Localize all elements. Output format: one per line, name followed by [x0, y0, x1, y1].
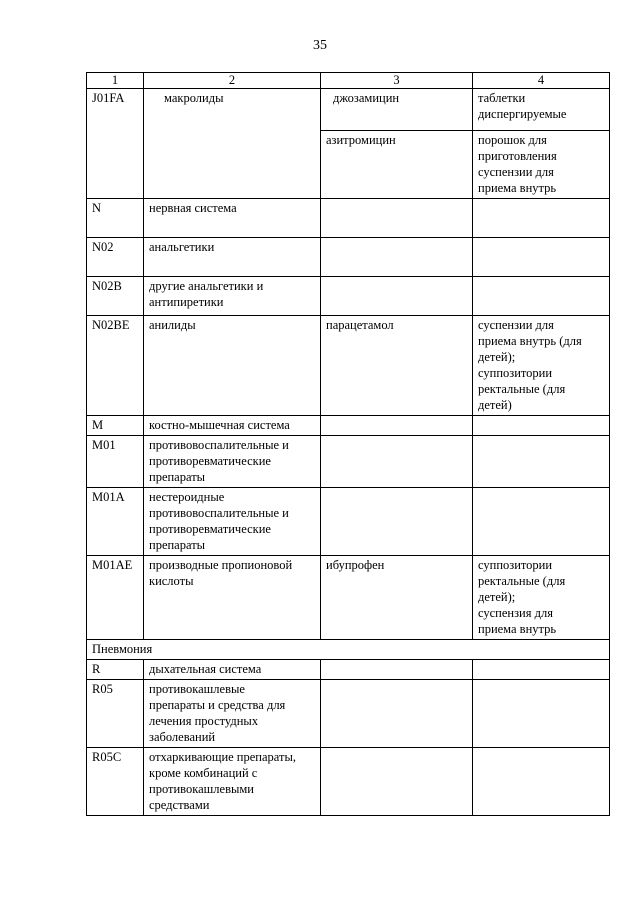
drug-name: джозамицин: [321, 89, 473, 131]
dosage-form: порошок для приготовления суспензии для приема внутрь: [473, 131, 610, 199]
group-name: противовоспалительные и противоревматические препараты: [144, 436, 321, 488]
group-name: производные пропионовой кислоты: [144, 556, 321, 640]
dosage-form: [473, 660, 610, 680]
drug-name: ибупрофен: [321, 556, 473, 640]
atc-code: M01: [87, 436, 144, 488]
section-title: Пневмония: [87, 640, 610, 660]
drug-name: [321, 660, 473, 680]
table-row: [87, 748, 610, 816]
table-row: [87, 680, 610, 748]
dosage-form: [473, 277, 610, 316]
table-header-row: [87, 73, 610, 89]
table-row: [87, 556, 610, 640]
atc-code: N02B: [87, 277, 144, 316]
drug-name: [321, 238, 473, 277]
atc-code: R: [87, 660, 144, 680]
atc-code: M: [87, 416, 144, 436]
table-row: [87, 660, 610, 680]
table-row: [87, 416, 610, 436]
drug-name: [321, 488, 473, 556]
table-row: [87, 316, 610, 416]
group-name: нестероидные противовоспалительные и противоревматические препараты: [144, 488, 321, 556]
dosage-form: таблетки диспергируемые: [473, 89, 610, 131]
drug-name: азитромицин: [321, 131, 473, 199]
column-header-4: 4: [473, 73, 610, 89]
group-name: другие анальгетики и антипиретики: [144, 277, 321, 316]
atc-code: M01AE: [87, 556, 144, 640]
table-row: [87, 436, 610, 488]
drug-name: [321, 436, 473, 488]
section-row: [87, 640, 610, 660]
group-name: макролиды: [144, 89, 321, 199]
drug-name: парацетамол: [321, 316, 473, 416]
drug-name: [321, 416, 473, 436]
drug-name: [321, 680, 473, 748]
column-header-2: 2: [144, 73, 321, 89]
atc-code: N02BE: [87, 316, 144, 416]
dosage-form: суспензии для приема внутрь (для детей); суппозитории ректальные (для детей): [473, 316, 610, 416]
dosage-form: [473, 416, 610, 436]
column-header-3: 3: [321, 73, 473, 89]
drug-name: [321, 277, 473, 316]
dosage-form: [473, 238, 610, 277]
atc-code: R05: [87, 680, 144, 748]
atc-code: R05C: [87, 748, 144, 816]
atc-code: N: [87, 199, 144, 238]
group-name: отхаркивающие препараты, кроме комбинаций с противокашлевыми средствами: [144, 748, 321, 816]
dosage-form: [473, 748, 610, 816]
drug-name: [321, 748, 473, 816]
group-name: нервная система: [144, 199, 321, 238]
dosage-form: [473, 199, 610, 238]
dosage-form: [473, 436, 610, 488]
page-number: 35: [313, 38, 327, 53]
table-row: [87, 238, 610, 277]
atc-code: M01A: [87, 488, 144, 556]
medication-table: [86, 72, 610, 816]
group-name: противокашлевые препараты и средства для лечения простудных заболеваний: [144, 680, 321, 748]
group-name: костно-мышечная система: [144, 416, 321, 436]
group-name: дыхательная система: [144, 660, 321, 680]
table-row: [87, 277, 610, 316]
drug-name: [321, 199, 473, 238]
dosage-form: суппозитории ректальные (для детей); суспензия для приема внутрь: [473, 556, 610, 640]
dosage-form: [473, 488, 610, 556]
group-name: анальгетики: [144, 238, 321, 277]
dosage-form: [473, 680, 610, 748]
atc-code: J01FA: [87, 89, 144, 199]
column-header-1: 1: [87, 73, 144, 89]
table-row: [87, 89, 610, 131]
atc-code: N02: [87, 238, 144, 277]
group-name: анилиды: [144, 316, 321, 416]
table-row: [87, 488, 610, 556]
table-row: [87, 199, 610, 238]
